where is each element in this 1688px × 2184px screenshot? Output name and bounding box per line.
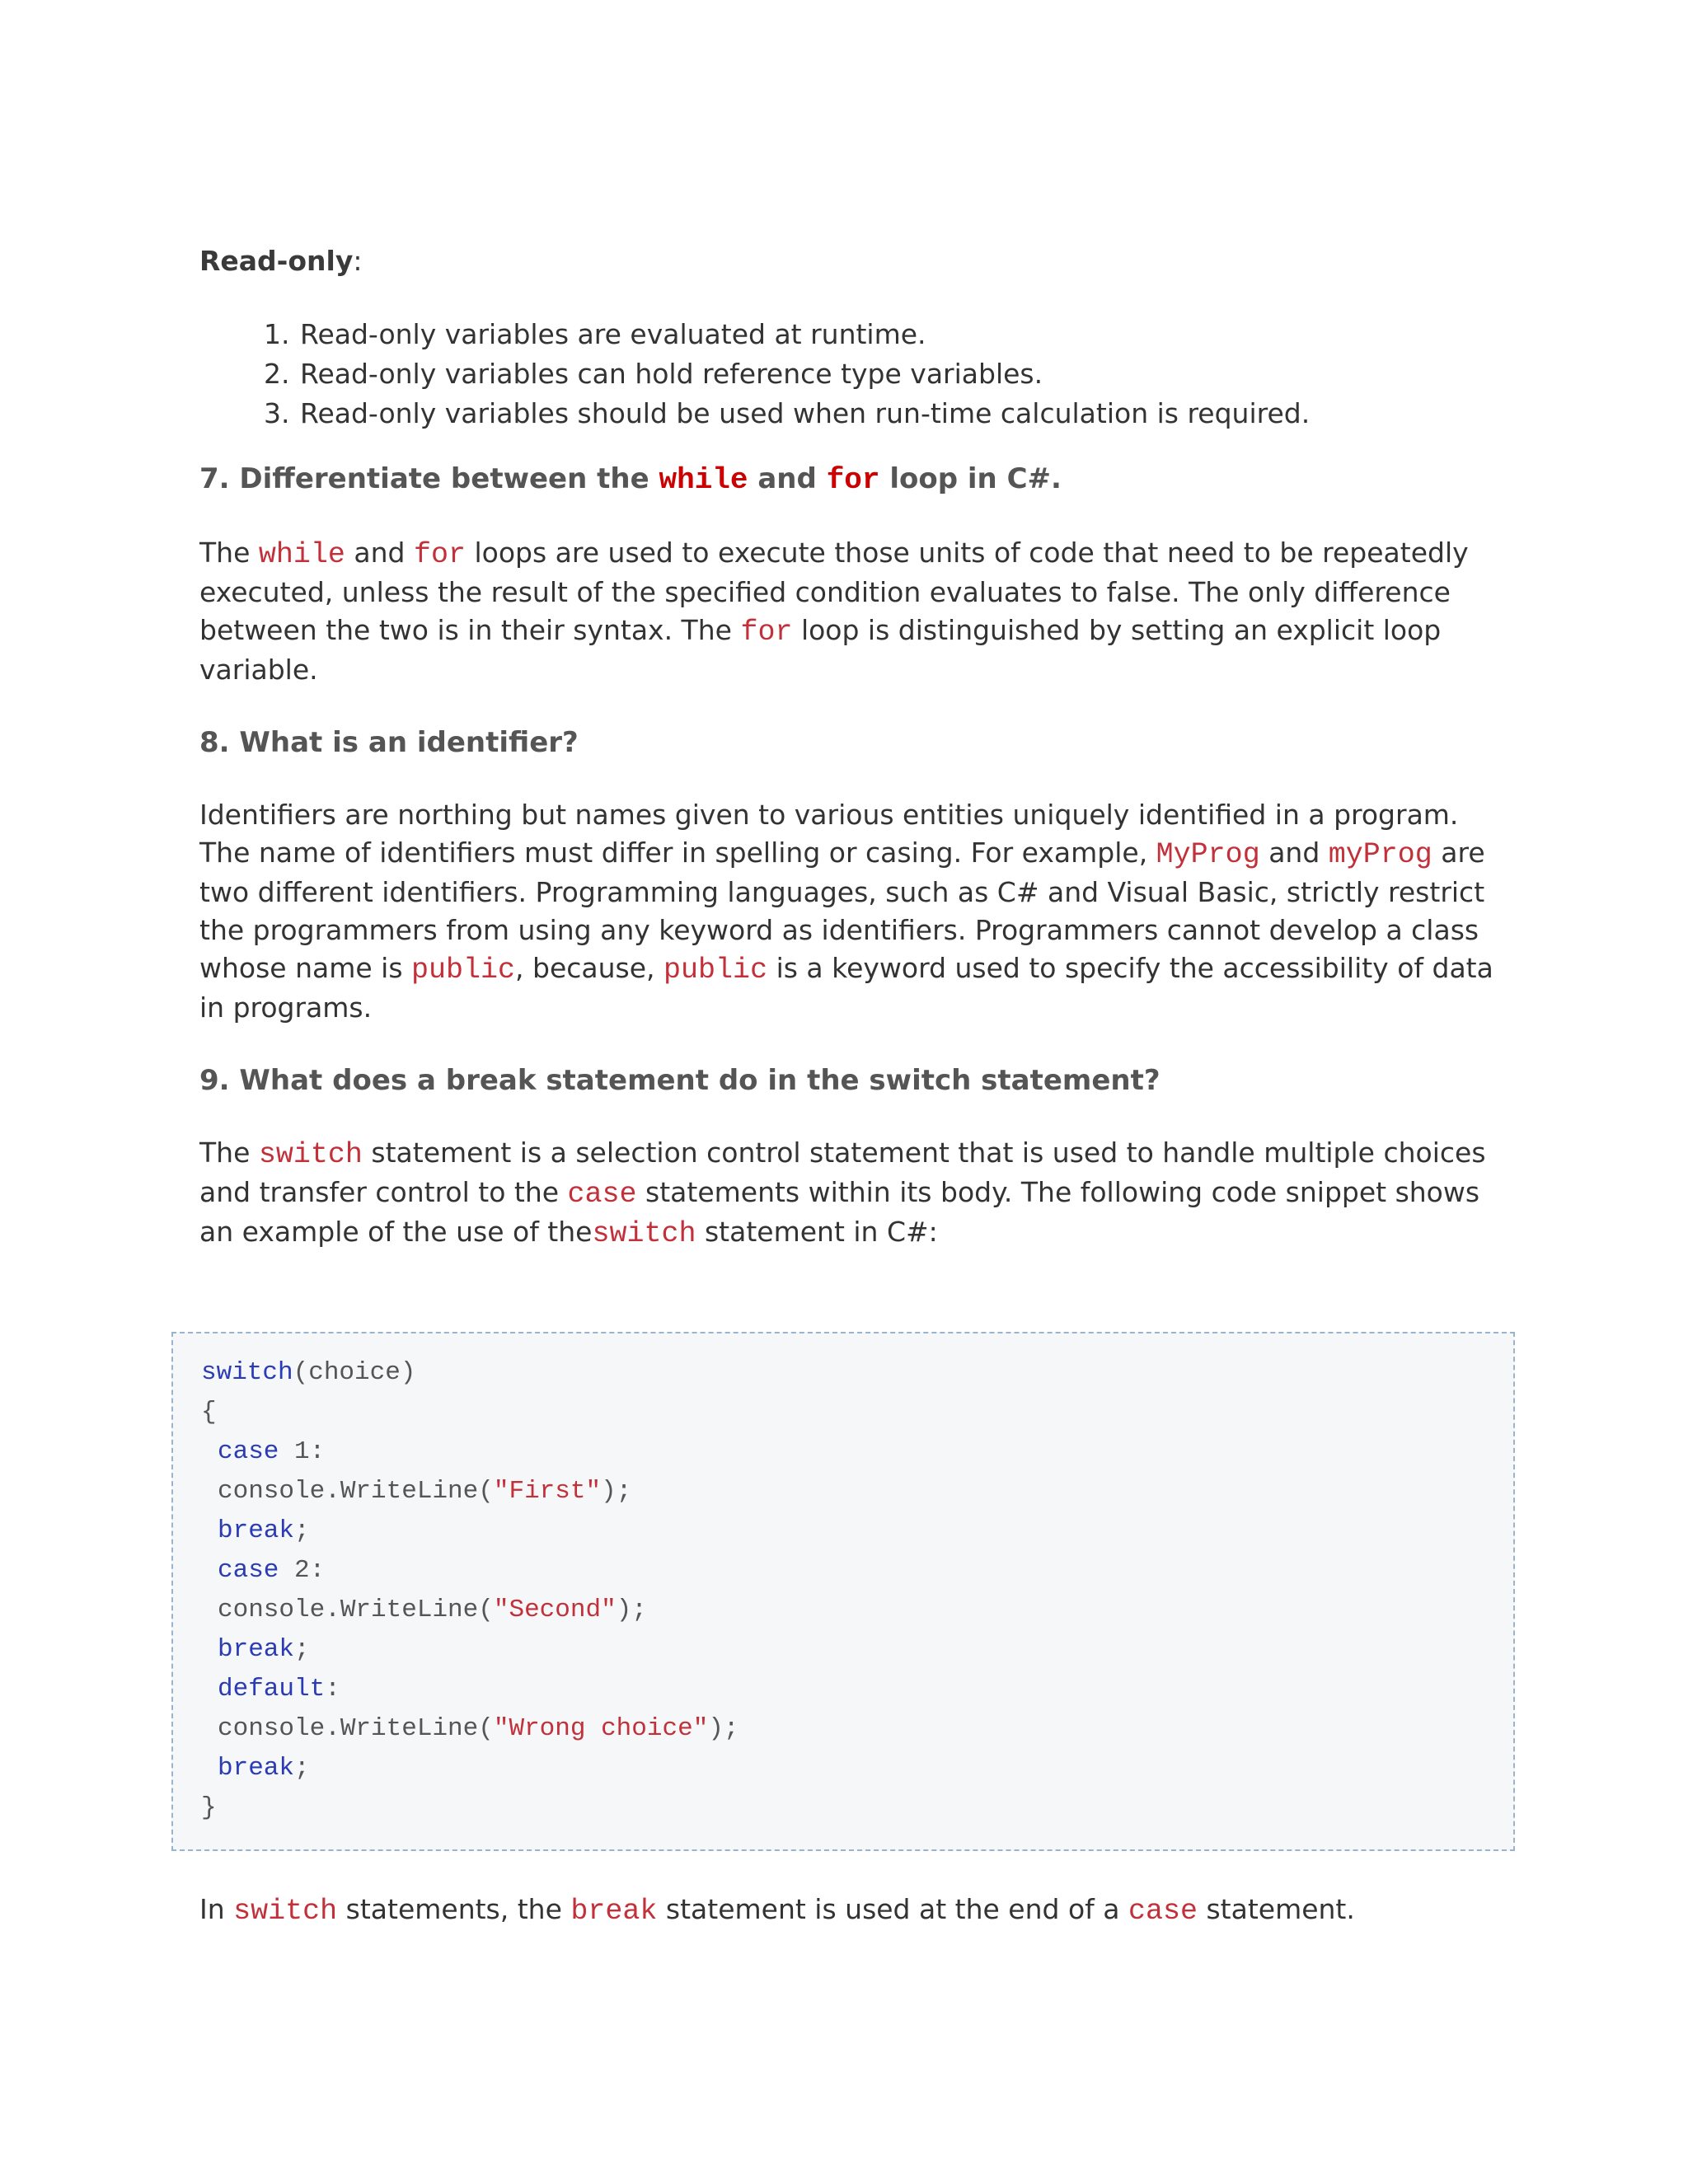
- paragraph-text: is a keyword used to specify the accessibility of data in programs.: [199, 952, 1493, 1024]
- code-line: {: [201, 1398, 217, 1427]
- question-9-answer: [199, 1134, 1502, 1253]
- code-keyword: break: [218, 1754, 295, 1783]
- code-snippet-box: [171, 1332, 1515, 1851]
- code-text: ;: [294, 1754, 310, 1783]
- code-line: [201, 1749, 1513, 1788]
- code-string: "First": [493, 1477, 602, 1506]
- paragraph-text: and: [345, 537, 414, 569]
- code-keyword: switch: [201, 1358, 293, 1387]
- code-line: [201, 1591, 1513, 1630]
- code-keyword: case: [218, 1556, 279, 1585]
- keyword-break: break: [570, 1895, 658, 1928]
- keyword-case: case: [1128, 1895, 1198, 1928]
- code-keyword: break: [218, 1635, 295, 1664]
- paragraph-text: loops are used to execute those units of code that need to be repeatedly executed, unless the result of the specified condition evaluates to false. The only difference between the two is in their syntax. The: [199, 537, 1469, 646]
- heading-text: loop in C#.: [879, 462, 1062, 495]
- code-text: 2:: [279, 1556, 326, 1585]
- question-9-heading: 9. What does a break statement do in the switch statement?: [199, 1064, 1160, 1097]
- readonly-colon: :: [353, 245, 363, 277]
- keyword-public: public: [411, 954, 516, 987]
- code-line: [201, 1432, 1513, 1472]
- code-line: }: [201, 1793, 217, 1822]
- keyword-case: case: [567, 1178, 637, 1211]
- code-text: ;: [294, 1516, 310, 1545]
- code-text: );: [616, 1596, 647, 1624]
- keyword-myprog-lower: myProg: [1328, 838, 1432, 871]
- question-8-answer: [199, 796, 1502, 1027]
- code-text: console.WriteLine(: [218, 1596, 494, 1624]
- keyword-while: while: [258, 538, 345, 571]
- keyword-switch: switch: [233, 1895, 338, 1928]
- keyword-switch: switch: [258, 1138, 363, 1171]
- code-line: [201, 1670, 1513, 1709]
- code-keyword: default: [218, 1675, 326, 1704]
- code-text: );: [708, 1714, 739, 1743]
- readonly-label-text: Read-only: [199, 245, 354, 277]
- code-line: [201, 1472, 1513, 1511]
- keyword-while: while: [659, 463, 748, 497]
- closing-paragraph: [199, 1891, 1502, 1930]
- keyword-public: public: [663, 954, 768, 987]
- keyword-for: for: [826, 463, 880, 497]
- code-line: [201, 1511, 1513, 1551]
- paragraph-text: The: [199, 537, 259, 569]
- keyword-for: for: [740, 616, 793, 649]
- readonly-label: [199, 241, 1502, 282]
- code-text: ;: [294, 1635, 310, 1664]
- document-content: [199, 241, 1502, 1286]
- code-string: "Wrong choice": [493, 1714, 709, 1743]
- code-text: (choice): [293, 1358, 416, 1387]
- code-line: [201, 1630, 1513, 1670]
- paragraph-text: statement is used at the end of a: [657, 1893, 1128, 1925]
- keyword-for: for: [413, 538, 466, 571]
- paragraph-text: are two different identifiers. Programming languages, such as C# and Visual Basic, strictly restrict the programmers from using any keyword as identifiers. Programmers cannot develop a class whose name is: [199, 837, 1485, 984]
- code-keyword: case: [218, 1437, 279, 1466]
- readonly-list: [199, 315, 1502, 434]
- code-text: );: [601, 1477, 632, 1506]
- paragraph-text: and: [1259, 837, 1329, 869]
- paragraph-text: statement in C#:: [696, 1216, 938, 1248]
- code-line: [201, 1709, 1513, 1749]
- code-string: "Second": [493, 1596, 617, 1624]
- code-text: console.WriteLine(: [218, 1477, 494, 1506]
- paragraph-text: In: [199, 1893, 234, 1925]
- question-8-heading: 8. What is an identifier?: [199, 726, 579, 759]
- keyword-myprog: MyProg: [1156, 838, 1260, 871]
- heading-text: 7. Differentiate between the: [199, 462, 659, 495]
- paragraph-text: statement is a selection control statement that is used to handle multiple choices and transfer control to the: [199, 1137, 1486, 1208]
- paragraph-text: statements within its body. The following code snippet shows an example of the use of the: [199, 1176, 1480, 1248]
- heading-text: and: [748, 462, 827, 495]
- question-7-answer: [199, 534, 1502, 689]
- list-item: 1. Read-only variables are evaluated at runtime.: [298, 315, 1502, 354]
- code-text: 1:: [279, 1437, 326, 1466]
- paragraph-text: statements, the: [337, 1893, 571, 1925]
- code-text: :: [325, 1675, 340, 1704]
- code-line: [201, 1353, 1513, 1393]
- paragraph-text: loop is distinguished by setting an explicit loop variable.: [199, 614, 1442, 686]
- paragraph-text: statement.: [1197, 1893, 1355, 1925]
- question-7-heading: [199, 458, 1502, 501]
- code-text: console.WriteLine(: [218, 1714, 494, 1743]
- paragraph-text: The: [199, 1137, 259, 1169]
- list-item: 3. Read-only variables should be used when run-time calculation is required.: [298, 394, 1502, 434]
- keyword-switch: switch: [592, 1217, 696, 1250]
- paragraph-text: , because,: [515, 952, 664, 984]
- code-keyword: break: [218, 1516, 295, 1545]
- paragraph-text: Identifiers are northing but names given to various entities uniquely identified in a program. The name of identifiers must differ in spelling or casing. For example,: [199, 799, 1459, 869]
- list-item: 2. Read-only variables can hold reference type variables.: [298, 354, 1502, 394]
- code-line: [201, 1551, 1513, 1591]
